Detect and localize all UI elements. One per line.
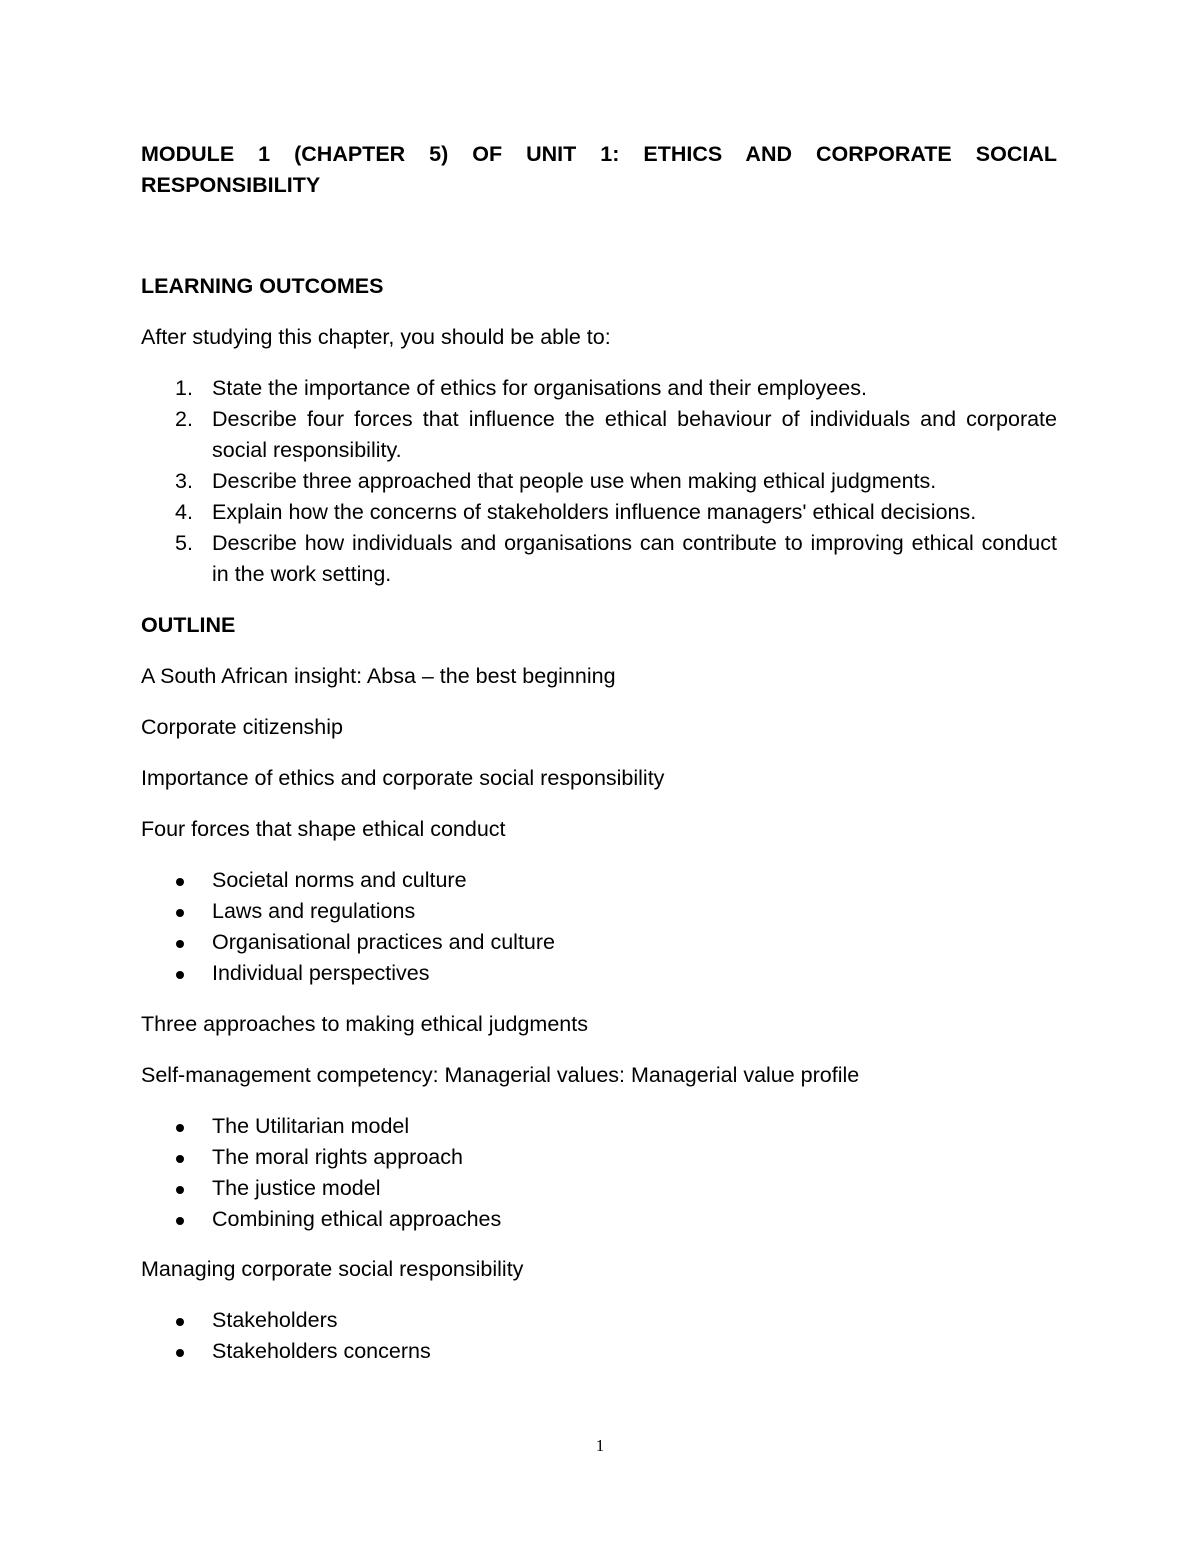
list-item bbox=[141, 1111, 1057, 1142]
list-item bbox=[141, 1204, 1057, 1235]
learning-outcomes-intro: After studying this chapter, you should be able to: bbox=[141, 325, 611, 349]
list-item-text: Stakeholders concerns bbox=[212, 1339, 431, 1363]
page-number: 1 bbox=[595, 1436, 605, 1455]
list-item-text: Combining ethical approaches bbox=[212, 1207, 502, 1231]
learning-outcomes-list bbox=[141, 373, 1057, 590]
list-item bbox=[141, 404, 1057, 466]
outline-heading: OUTLINE bbox=[141, 613, 236, 637]
list-item-text: Individual perspectives bbox=[212, 961, 430, 985]
bullet-icon bbox=[176, 1124, 184, 1132]
list-item-text: The justice model bbox=[212, 1176, 381, 1200]
list-item-text: State the importance of ethics for organisations and their employees. bbox=[212, 376, 867, 400]
list-number: 3. bbox=[175, 469, 193, 493]
list-item bbox=[141, 1305, 1057, 1336]
list-item-text: Organisational practices and culture bbox=[212, 930, 555, 954]
list-number: 1. bbox=[175, 376, 193, 400]
list-item-text: The Utilitarian model bbox=[212, 1114, 410, 1138]
list-item bbox=[141, 1142, 1057, 1173]
outline-line: Self-management competency: Managerial values: Managerial value profile bbox=[141, 1063, 860, 1087]
page-title: MODULE 1 (CHAPTER 5) OF UNIT 1: ETHICS AND CORPORATE SOCIAL RESPONSIBILITY bbox=[141, 142, 1057, 197]
list-item bbox=[141, 497, 1057, 528]
approaches-list bbox=[141, 1111, 1057, 1235]
list-item-text: Stakeholders bbox=[212, 1308, 338, 1332]
list-item bbox=[141, 896, 1057, 927]
bullet-icon bbox=[176, 1217, 184, 1225]
list-item bbox=[141, 373, 1057, 404]
list-item-text: Describe three approached that people use when making ethical judgments. bbox=[212, 469, 937, 493]
list-item-text: Describe how individuals and organisations can contribute to improving ethical conduct in the work setting. bbox=[212, 531, 1057, 586]
bullet-icon bbox=[176, 1155, 184, 1163]
outline-line: A South African insight: Absa – the best beginning bbox=[141, 664, 616, 688]
forces-list bbox=[141, 865, 1057, 989]
list-number: 5. bbox=[175, 531, 193, 555]
list-number: 4. bbox=[175, 500, 193, 524]
bullet-icon bbox=[176, 971, 184, 979]
csr-list bbox=[141, 1305, 1057, 1367]
outline-line: Importance of ethics and corporate social responsibility bbox=[141, 766, 665, 790]
bullet-icon bbox=[176, 1349, 184, 1357]
bullet-icon bbox=[176, 909, 184, 917]
bullet-icon bbox=[176, 878, 184, 886]
list-item bbox=[141, 528, 1057, 590]
outline-line: Four forces that shape ethical conduct bbox=[141, 817, 506, 841]
list-item-text: Explain how the concerns of stakeholders influence managers' ethical decisions. bbox=[212, 500, 977, 524]
list-item bbox=[141, 958, 1057, 989]
bullet-icon bbox=[176, 940, 184, 948]
bullet-icon bbox=[176, 1186, 184, 1194]
bullet-icon bbox=[176, 1318, 184, 1326]
outline-line: Three approaches to making ethical judgments bbox=[141, 1012, 588, 1036]
list-item-text: Describe four forces that influence the ethical behaviour of individuals and corporate social responsibility. bbox=[212, 407, 1057, 462]
list-item-text: Laws and regulations bbox=[212, 899, 416, 923]
list-number: 2. bbox=[175, 407, 193, 431]
outline-line: Corporate citizenship bbox=[141, 715, 343, 739]
list-item bbox=[141, 865, 1057, 896]
learning-outcomes-heading: LEARNING OUTCOMES bbox=[141, 274, 384, 298]
list-item bbox=[141, 927, 1057, 958]
list-item-text: Societal norms and culture bbox=[212, 868, 467, 892]
list-item bbox=[141, 1336, 1057, 1367]
list-item-text: The moral rights approach bbox=[212, 1145, 463, 1169]
list-item bbox=[141, 1173, 1057, 1204]
outline-line: Managing corporate social responsibility bbox=[141, 1257, 524, 1281]
list-item bbox=[141, 466, 1057, 497]
